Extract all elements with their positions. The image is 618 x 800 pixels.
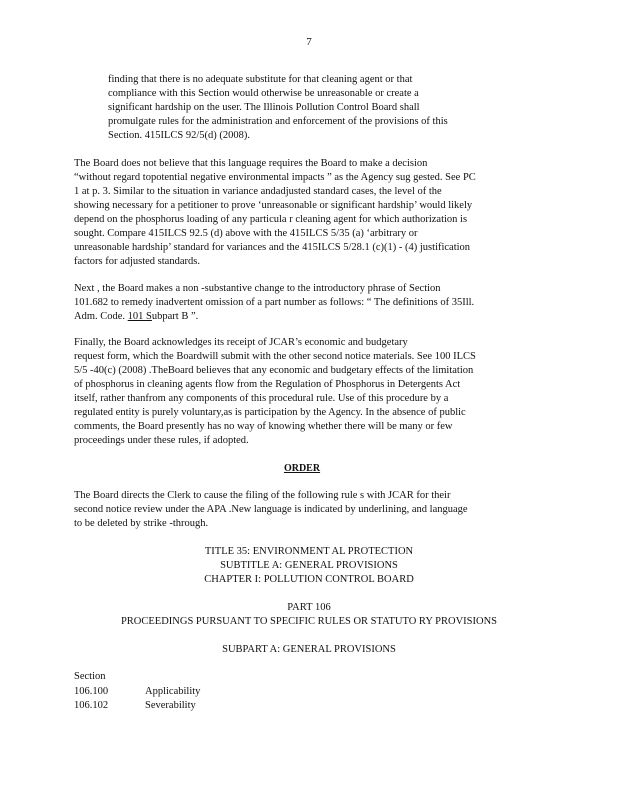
paragraph-line-end: ubpart B ”. xyxy=(151,311,199,322)
paragraph-line: of phosphorus in cleaning agents flow from the Regulation of Phosphorus in Detergents Act xyxy=(74,379,461,390)
paragraph-line: 101.682 to remedy inadvertent omission of a part number as follows: “ The definitions of 35Ill. xyxy=(74,297,475,308)
paragraph-line: sought. Compare 415ILCS 92.5 (d) above with the 415ILCS 5/35 (a) ‘arbitrary or xyxy=(74,228,418,239)
subpart-heading: SUBPART A: GENERAL PROVISIONS xyxy=(222,644,396,655)
quote-line: promulgate rules for the administration and enforcement of the provisions of this xyxy=(108,116,448,127)
toc-section-number: 106.102 xyxy=(74,700,109,711)
paragraph-jcar-acknowledgement xyxy=(74,336,476,448)
toc-entry xyxy=(74,699,196,713)
paragraph-line: itself, rather thanfrom any components of this procedural rule. Use of this procedure by a xyxy=(74,393,449,404)
statute-quote xyxy=(108,73,448,143)
underlined-text: 101 S xyxy=(127,311,152,322)
page-number: 7 xyxy=(306,36,312,48)
paragraph-line: The Board directs the Clerk to cause the filing of the following rule s with JCAR for their xyxy=(74,490,451,501)
title-line: TITLE 35: ENVIRONMENT AL PROTECTION xyxy=(204,546,414,557)
order-heading-text: ORDER xyxy=(283,463,321,474)
paragraph-board-belief xyxy=(74,157,476,269)
subtitle-line: SUBTITLE A: GENERAL PROVISIONS xyxy=(220,560,398,571)
order-heading xyxy=(0,463,618,474)
paragraph-line: showing necessary for a petitioner to prove ‘unreasonable or significant hardship’ would likely xyxy=(74,200,473,211)
paragraph-line: factors for adjusted standards. xyxy=(74,256,200,267)
part-title: PROCEEDINGS PURSUANT TO SPECIFIC RULES OR STATUTO RY PROVISIONS xyxy=(120,616,498,627)
paragraph-line: second notice review under the APA .New language is indicated by underlining, and language xyxy=(74,504,468,515)
quote-line: significant hardship on the user. The Illinois Pollution Control Board shall xyxy=(108,102,420,113)
paragraph-line: 5/5 -40(c) (2008) .TheBoard believes that any economic and budgetary effects of the limitation xyxy=(74,365,474,376)
paragraph-line: comments, the Board presently has no way of knowing whether there will be many or few xyxy=(74,421,453,432)
paragraph-line: request form, which the Boardwill submit with the other second notice materials. See 100 ILCS xyxy=(74,351,476,362)
toc-section-title: Applicability xyxy=(145,686,201,697)
chapter-line: CHAPTER I: POLLUTION CONTROL BOARD xyxy=(204,574,414,585)
paragraph-line: The Board does not believe that this language requires the Board to make a decision xyxy=(74,158,428,169)
paragraph-nonsubstantive-change xyxy=(74,282,474,324)
paragraph-line: Finally, the Board acknowledges its receipt of JCAR’s economic and budgetary xyxy=(74,337,408,348)
paragraph-line: unreasonable hardship’ standard for variances and the 415ILCS 5/28.1 (c)(1) - (4) justification xyxy=(74,242,471,253)
paragraph-line: 1 at p. 3. Similar to the situation in variance andadjusted standard cases, the level of the xyxy=(74,186,442,197)
quote-line: finding that there is no adequate substitute for that cleaning agent or that xyxy=(108,74,413,85)
paragraph-line: proceedings under these rules, if adopted. xyxy=(74,435,249,446)
paragraph-line xyxy=(74,310,474,324)
toc-section-title: Severability xyxy=(145,700,196,711)
part-heading: PART 106 xyxy=(287,602,331,613)
paragraph-line: depend on the phosphorus loading of any particula r cleaning agent for which authorization is xyxy=(74,214,468,225)
quote-line: compliance with this Section would otherwise be unreasonable or create a xyxy=(108,88,419,99)
quote-line: Section. 415ILCS 92/5(d) (2008). xyxy=(108,130,251,141)
paragraph-line: to be deleted by strike -through. xyxy=(74,518,209,529)
paragraph-line: “without regard topotential negative environmental impacts ” as the Agency sug gested. See PC xyxy=(74,172,476,183)
paragraph-line: regulated entity is purely voluntary,as is participation by the Agency. In the absence of public xyxy=(74,407,466,418)
toc-section-number: 106.100 xyxy=(74,686,109,697)
toc-entry xyxy=(74,685,200,699)
section-heading: Section xyxy=(74,671,106,682)
paragraph-line: Next , the Board makes a non -substantive change to the introductory phrase of Section xyxy=(74,283,441,294)
paragraph-order-directive xyxy=(74,489,468,531)
paragraph-line-start: Adm. Code. xyxy=(74,311,128,322)
